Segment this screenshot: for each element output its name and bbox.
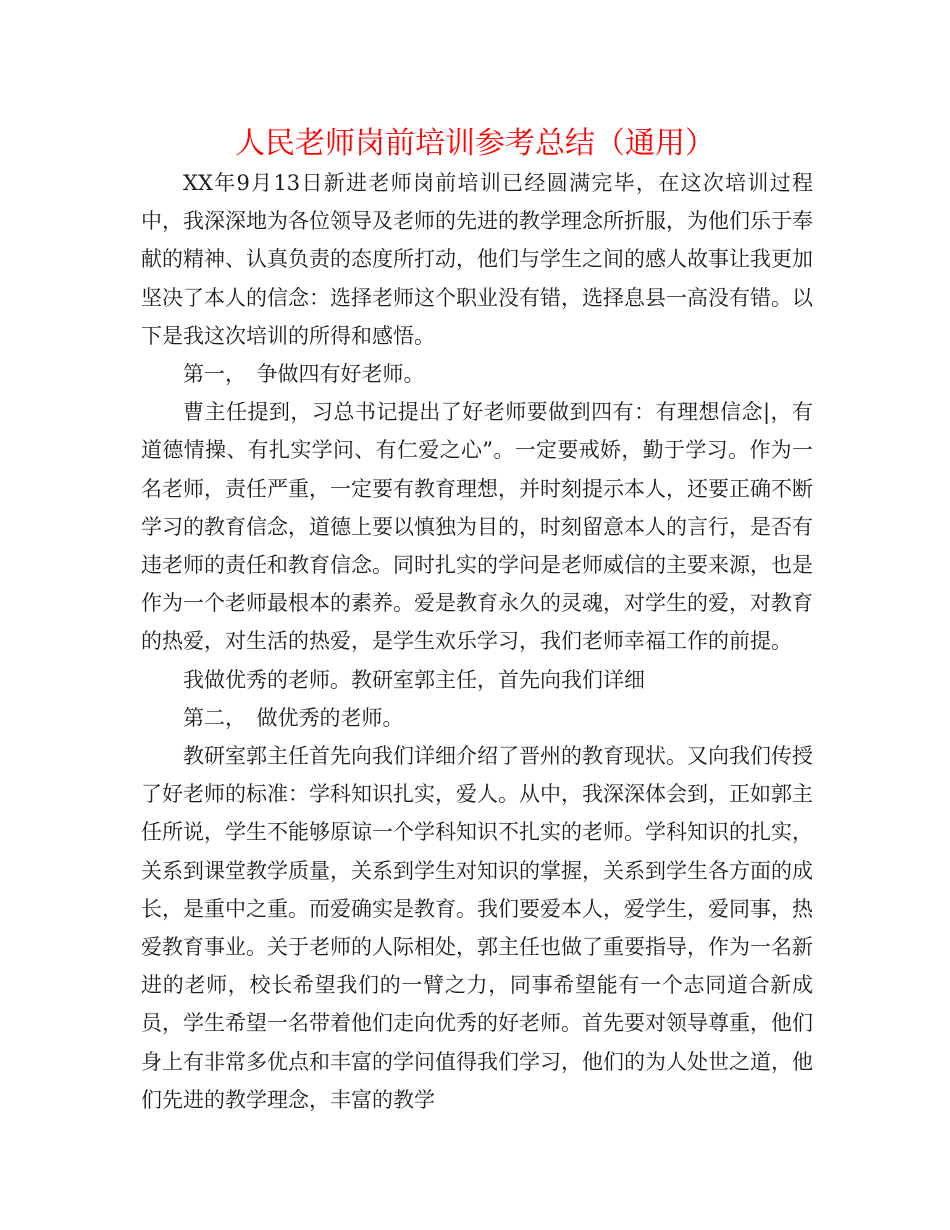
document-title: 人民老师岗前培训参考总结（通用） [235,126,715,161]
paragraph-heading-first: 第一， 争做四有好老师。 [183,362,425,387]
paragraph-four-good-teacher: 曹主任提到，习总书记提出了好老师要做到四有：有理想信念|，有道德情操、有扎实学问、有仁爱之心”。一定要戒娇，勤于学习。作为一名老师，责任严重，一定要有教育理想，并时刻提示本人，还要正确不断学习的教育信念，道德上要以慎独为目的，时刻留意本人的言行，是否有违老师的责任和教育信念。同时扎实的学问是老师威信的主要来源，也是作为一个老师最根本的素养。爱是教育永久的灵魂，对学生的爱，对教育的热爱，对生活的热爱，是学生欢乐学习，我们老师幸福工作的前提。 [141,400,813,654]
paragraph-excellent-teacher: 教研室郭主任首先向我们详细介绍了晋州的教育现状。又向我们传授了好老师的标准：学科知识扎实，爱人。从中，我深深体会到，正如郭主任所说，学生不能够原谅一个学科知识不扎实的老师。学科知识的扎实，关系到课堂教学质量，关系到学生对知识的掌握，关系到学生各方面的成长，是重中之重。而爱确实是教育。我们要爱本人，爱学生，爱同事，热爱教育事业。关于老师的人际相处，郭主任也做了重要指导，作为一名新进的老师，校长希望我们的一臂之力，同事希望能有一个志同道合新成员，学生希望一名带着他们走向优秀的好老师。首先要对领导尊重，他们身上有非常多优点和丰富的学问值得我们学习，他们的为人处世之道，他们先进的教学理念，丰富的教学 [141,744,813,1112]
paragraph-intro: XX年9月13日新进老师岗前培训已经圆满完毕，在这次培训过程中，我深深地为各位领导及老师的先进的教学理念所折服，为他们乐于奉献的精神、认真负责的态度所打动，他们与学生之间的感人故事让我更加坚决了本人的信念：选择老师这个职业没有错，选择息县一高没有错。以下是我这次培训的所得和感悟。 [141,171,813,348]
paragraph-heading-second: 第二， 做优秀的老师。 [183,705,404,730]
paragraph-fragment: 我做优秀的老师。教研室郭主任，首先向我们详细 [183,667,645,692]
document-body [141,164,813,1119]
